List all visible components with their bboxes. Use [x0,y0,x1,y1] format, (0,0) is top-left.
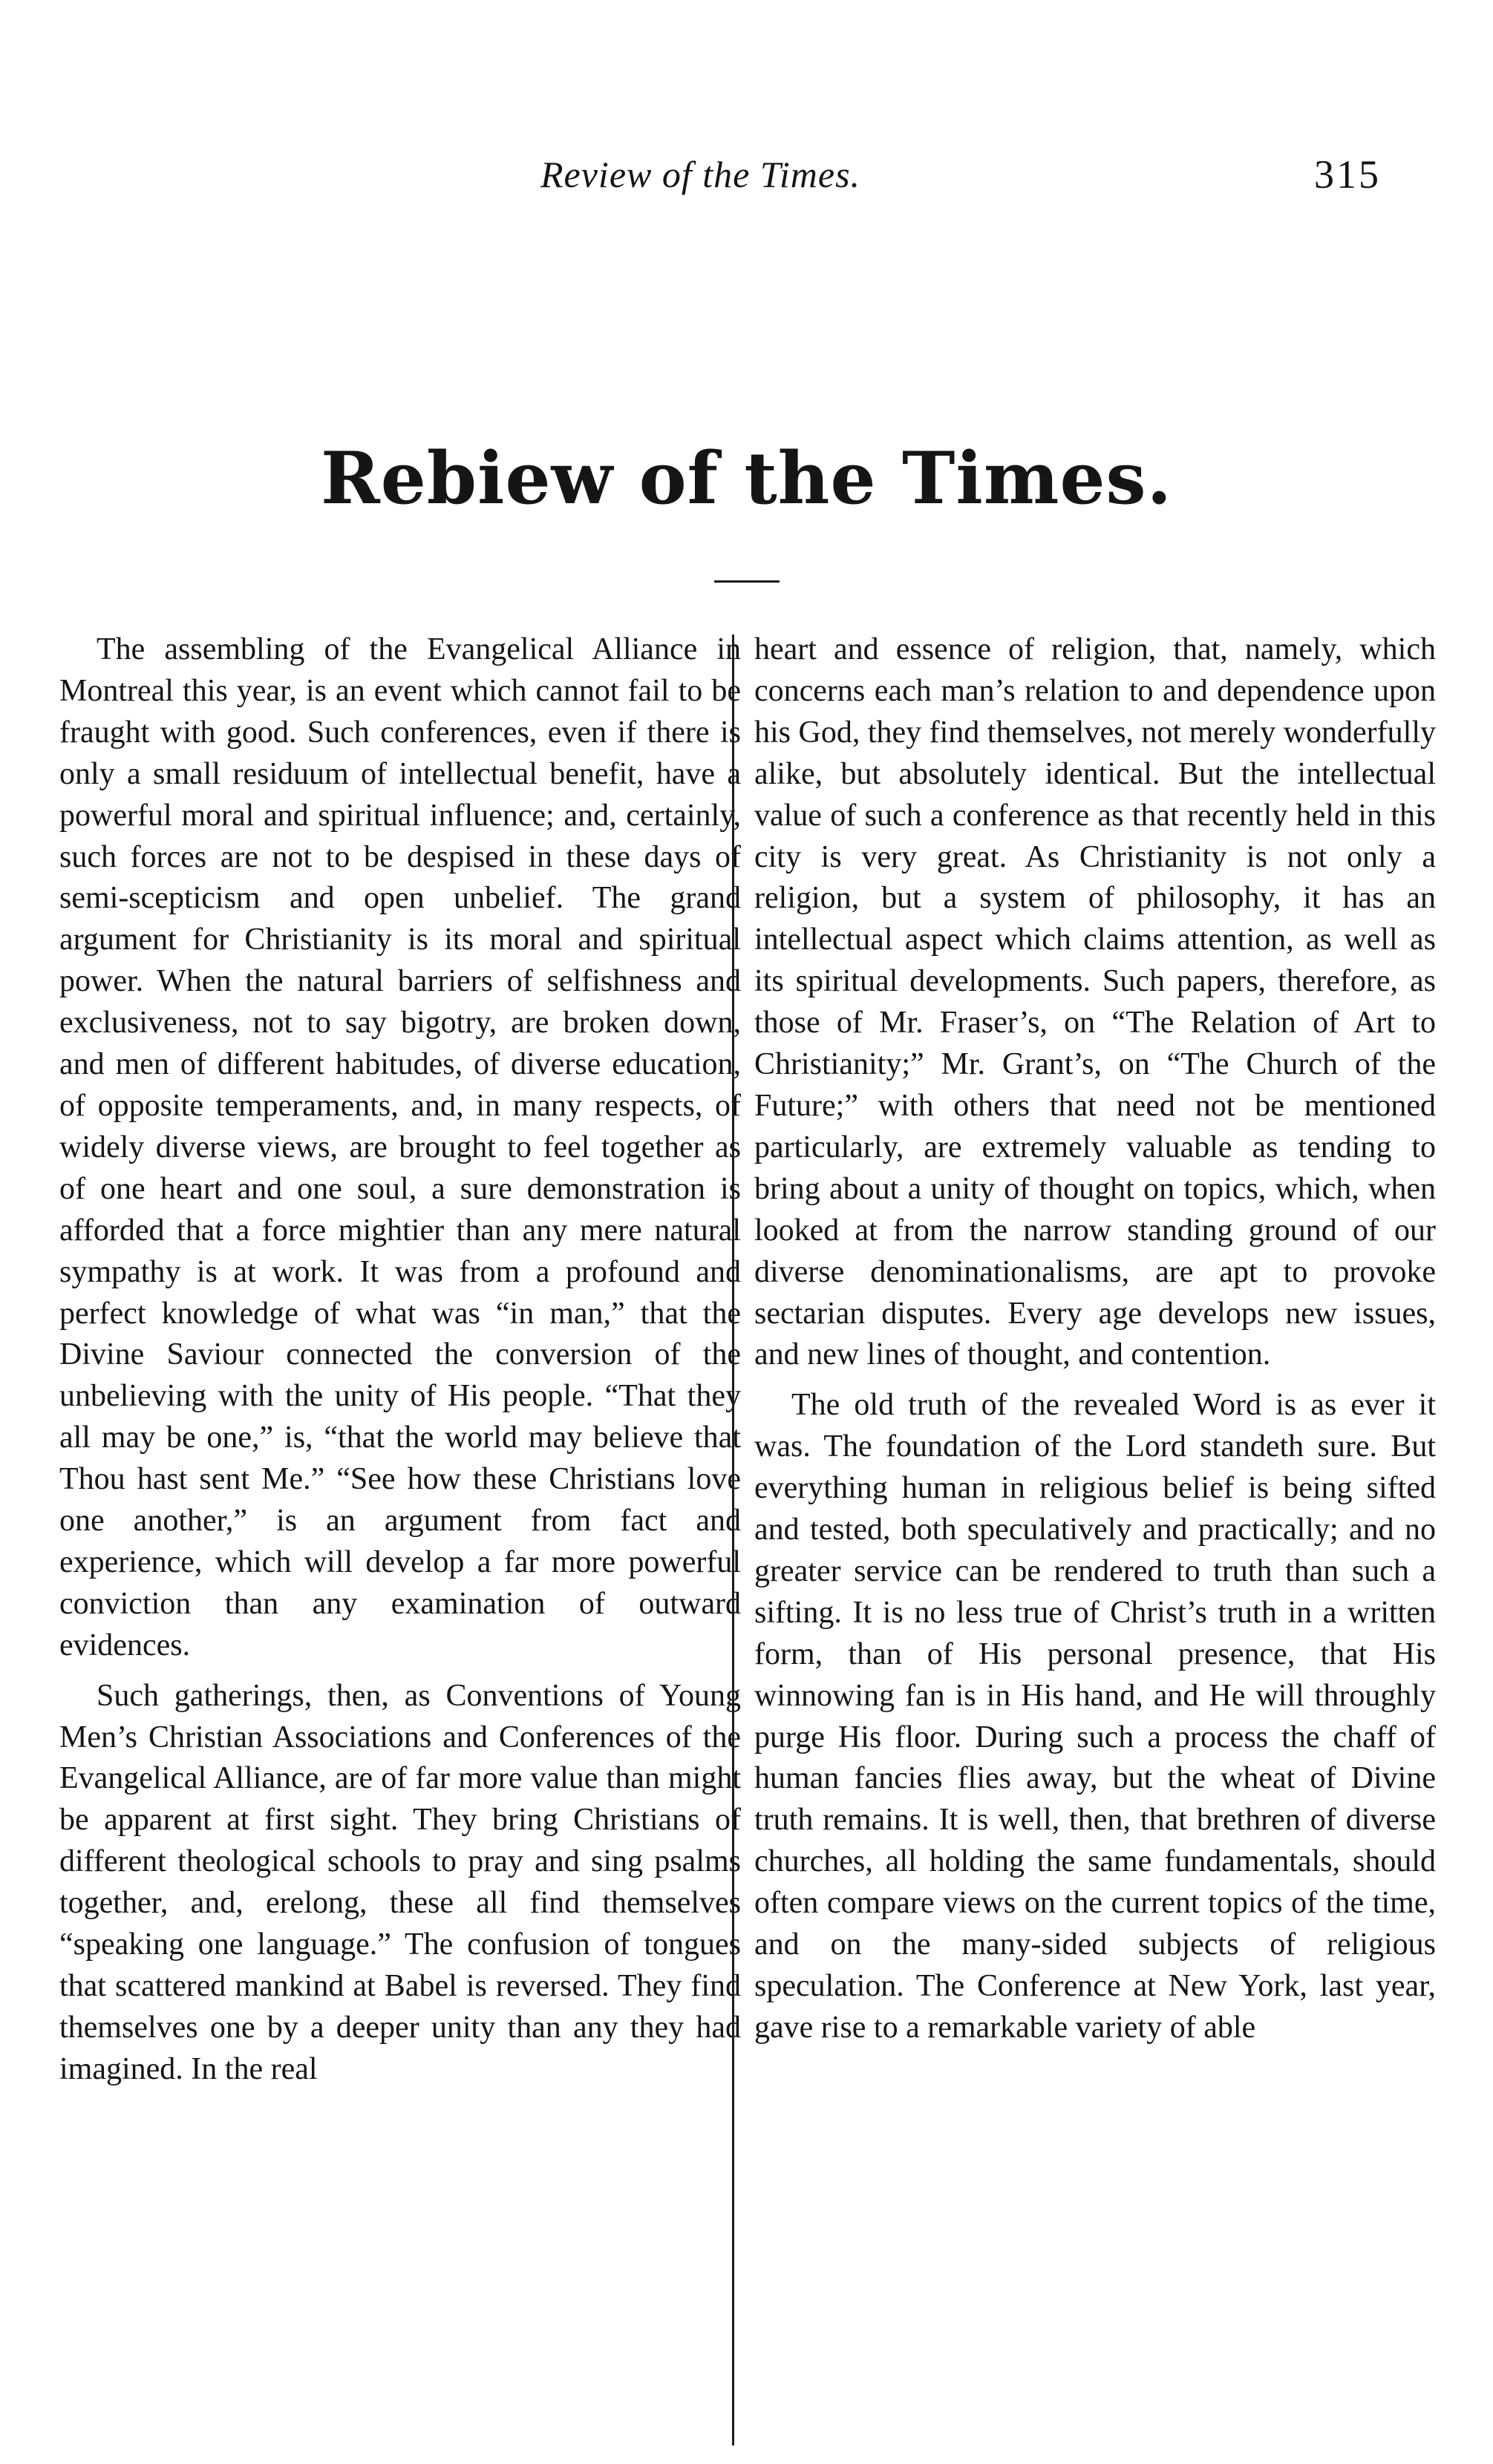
column-divider [732,635,734,2445]
paragraph-continued: heart and essence of religion, that, namely, which concerns each man’s relation to and dependence upon his God, they find themselves, not merely wonderfully alike, but absolutely identical. But the intellectual value of such a conference as that recently held in this city is very great. As Christianity is not only a religion, but a system of philosophy, it has an intellectual aspect which claims attention, as well as its spiritual developments. Such papers, therefore, as those of Mr. Fraser’s, on “The Relation of Art to Christianity;” Mr. Grant’s, on “The Church of the Future;” with others that need not be mentioned particularly, are extremely valuable as tending to bring about a unity of thought on topics, which, when looked at from the narrow standing ground of our diverse denominationalisms, are apt to provoke sectarian disputes. Every age develops new issues, and new lines of thought, and contention. [754,632,1436,1372]
paragraph: The old truth of the revealed Word is as ever it was. The foundation of the Lord standeth sure. But everything human in religious belief is being sifted and tested, both speculatively and practically; and no greater service can be rendered to truth than such a sifting. It is no less true of Christ’s truth in a written form, than of His personal presence, that His winnowing fan is in His hand, and He will throughly purge His floor. During such a process the chaff of human fancies flies away, but the wheat of Divine truth remains. It is well, then, that brethren of diverse churches, all holding the same fundamentals, should often compare views on the current topics of the time, and on the many-sided subjects of religious speculation. The Conference at New York, last year, gave rise to a remarkable variety of able [754,1388,1436,2045]
running-head [0,152,1493,212]
paragraph: The assembling of the Evangelical Alliance in Montreal this year, is an event which cannot fail to be fraught with good. Such conferences, even if there is only a small residuum of intellectual benefit, have a powerful moral and spiritual influence; and, certainly, such forces are not to be despised in these days of semi-scepticism and open unbelief. The grand argument for Christianity is its moral and spiritual power. When the natural barriers of selfishness and exclusiveness, not to say bigotry, are broken down, and men of different habitudes, of diverse education, of opposite temperaments, and, in many respects, of widely diverse views, are brought to feel together as of one heart and one soul, a sure demonstration is afforded that a force mightier than any mere natural sympathy is at work. It was from a profound and perfect knowledge of what was “in man,” that the Divine Saviour connected the conversion of the unbelieving with the unity of His people. “That they all may be one,” is, “that the world may believe that Thou hast sent Me.” “See how these Christians love one another,” is an argument from fact and experience, which will develop a far more powerful conviction than any examination of outward evidences. [59,632,741,1662]
right-column [754,629,1436,2049]
paragraph: Such gatherings, then, as Conventions of Young Men’s Christian Associations and Conferences of the Evangelical Alliance, are of far more value than might be apparent at first sight. They bring Christians of different theological schools to pray and sing psalms together, and, erelong, these all find themselves “speaking one language.” The confusion of tongues that scattered mankind at Babel is reversed. They find themselves one by a deeper unity than any they had imagined. In the real [59,1678,741,2086]
title-rule [714,580,780,583]
left-column [59,629,741,2091]
running-title: Review of the Times. [540,154,861,195]
page-number: 315 [1314,152,1381,197]
section-title: Rebiew of the Times. [320,436,1172,520]
